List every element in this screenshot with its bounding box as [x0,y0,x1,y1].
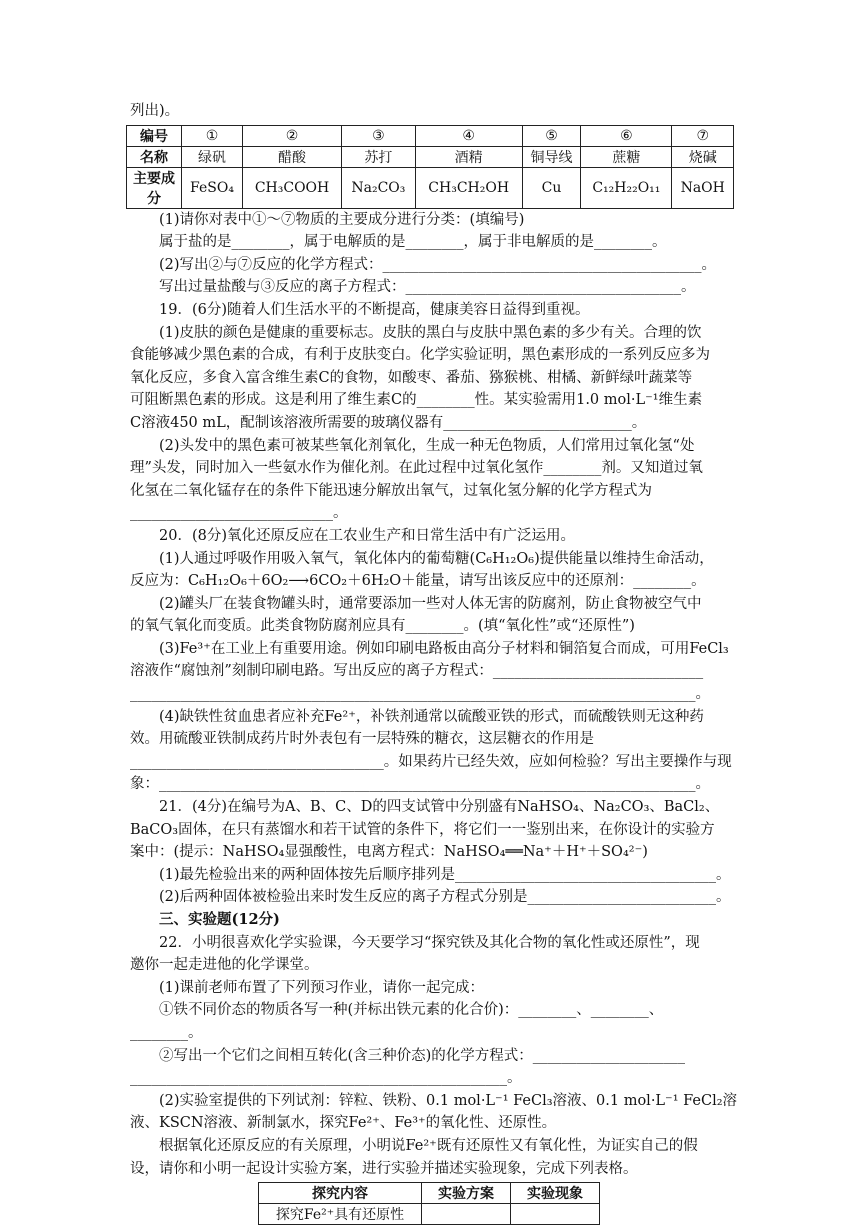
text-line: 理”头发，同时加入一些氨水作为催化剂。在此过程中过氧化氢作________剂。又知道过氧 [130,460,703,477]
text-line: ___________________________________。如果药片已经失效，应如何检验？写出主要操作与现 [130,753,732,770]
text-line: 邀你一起走进他的化学课堂。 [130,957,319,974]
row-label: 名称 [127,146,182,167]
intro-text: 列出)。 [130,103,180,119]
substance-table [126,125,734,209]
question-21-heading: 21．(4分)在编号为A、B、C、D的四支试管中分别盛有NaHSO₄、Na₂CO₃、BaCl₂、 [159,799,720,816]
table-row [127,125,734,146]
question-22-heading: 22．小明很喜欢化学实验课，今天要学习“探究铁及其化合物的氧化性或还原性”，现 [159,934,700,951]
table-cell: ⑤ [522,125,581,146]
table-cell: 绿矾 [182,146,243,167]
text-line: ②写出一个它们之间相互转化(含三种价态)的化学方程式：_____________________ [159,1047,686,1064]
text-line: (2)罐头厂在装食物罐头时，通常要添加一些对人体无害的防腐剂，防止食物被空气中 [159,595,702,612]
row-label: 编号 [127,125,182,146]
table-cell-empty[interactable] [511,1204,600,1225]
text-line: (2)实验室提供的下列试剂：锌粒、铁粉、0.1 mol·L⁻¹ FeCl₃溶液、0.1 mol·L⁻¹ FeCl₂溶 [159,1092,738,1109]
table-row [127,146,734,167]
text-line: ①铁不同价态的物质各写一种(并标出铁元素的化合价)：________、________、 [159,1002,664,1019]
text-line: C溶液450 mL，配制该溶液所需要的玻璃仪器有__________________________。 [130,414,647,431]
text-line: 象：__________________________________________________________________________。 [130,776,710,793]
table-header-row [259,1183,600,1204]
table-cell: ② [243,125,342,146]
table-cell-empty[interactable] [422,1204,511,1225]
table-cell: ⑦ [672,125,734,146]
text-line: 效。用硫酸亚铁制成药片时外表包有一层特殊的糖衣，这层糖衣的作用是 [130,731,594,748]
table-header: 探究内容 [259,1183,422,1204]
table-cell: CH₃CH₂OH [415,167,522,208]
text-line: ____________________________________________________。 [130,1070,522,1087]
text-line: BaCO₃固体，在只有蒸馏水和若干试管的条件下，将它们一一鉴别出来，在你设计的实验方 [130,821,715,838]
table-cell: Na₂CO₃ [342,167,416,208]
table-cell: Cu [522,167,581,208]
table-header: 实验方案 [422,1183,511,1204]
text-line: 溶液作“腐蚀剂”刻制印刷电路。写出反应的离子方程式：_____________________________ [130,663,704,680]
text-line: (3)Fe³⁺在工业上有重要用途。例如印刷电路板由高分子材料和铜箔复合而成，可用FeCl₃ [159,640,729,657]
table-cell: 苏打 [342,146,416,167]
table-cell: ⑥ [581,125,672,146]
text-line: ________。 [130,1024,203,1041]
table-cell: NaOH [672,167,734,208]
table-cell: 醋酸 [243,146,342,167]
table-cell: 铜导线 [522,146,581,167]
text-line: ______________________________________________________________________________。 [130,686,710,703]
text-line: (2)后两种固体被检验出来时发生反应的离子方程式分别是__________________________。 [159,889,731,906]
row-label: 主要成分 [127,167,182,208]
text-line: 氧化反应，多食入富含维生素C的食物，如酸枣、番茄、猕猴桃、柑橘、新鲜绿叶蔬菜等 [130,369,693,386]
text-line: (2)头发中的黑色素可被某些氧化剂氧化，生成一种无色物质，人们常用过氧化氢“处 [159,437,695,454]
text-line: 属于盐的是________，属于电解质的是________，属于非电解质的是________。 [159,234,667,251]
table-row [259,1204,600,1225]
text-line: (1)人通过呼吸作用吸入氧气，氧化体内的葡萄糖(C₆H₁₂O₆)提供能量以维持生命活动， [159,550,714,567]
exam-page [130,100,740,1225]
text-line: (1)皮肤的颜色是健康的重要标志。皮肤的黑白与皮肤中黑色素的多少有关。合理的饮 [159,324,702,341]
text-line: 可阻断黑色素的形成。这是利用了维生素C的________性。某实验需用1.0 mol·L⁻¹维生素 [130,392,703,409]
experiment-table [258,1182,600,1225]
table-cell: C₁₂H₂₂O₁₁ [581,167,672,208]
text-line: 液、KSCN溶液、新制氯水，探究Fe²⁺、Fe³⁺的氧化性、还原性。 [130,1115,557,1132]
table-cell: ① [182,125,243,146]
text-line: 食能够减少黑色素的合成，有利于皮肤变白。化学实验证明，黑色素形成的一系列反应多为 [130,347,710,364]
text-line: 案中：(提示：NaHSO₄显强酸性，电离方程式：NaHSO₄══Na⁺＋H⁺＋SO₄²⁻) [130,844,648,861]
table-cell: CH₃COOH [243,167,342,208]
text-line: (1)请你对表中①～⑦物质的主要成分进行分类：(填编号) [159,211,525,228]
text-line: 化氢在二氧化锰存在的条件下能迅速分解放出氧气，过氧化氢分解的化学方程式为 [130,482,652,499]
question-19-heading: 19．(6分)随着人们生活水平的不断提高，健康美容日益得到重视。 [159,301,590,318]
text-line: ____________________________。 [130,505,348,522]
text-line: 根据氧化还原反应的有关原理，小明说Fe²⁺既有还原性又有氧化性，为证实自己的假 [159,1137,698,1154]
table-cell: ④ [415,125,522,146]
text-line: (2)写出②与⑦反应的化学方程式：____________________________________________。 [159,256,717,273]
table-cell: 酒精 [415,146,522,167]
table-cell: 烧碱 [672,146,734,167]
text-line: (1)课前老师布置了下列预习作业，请你一起完成： [159,979,485,996]
text-line: (4)缺铁性贫血患者应补充Fe²⁺，补铁剂通常以硫酸亚铁的形式，而硫酸铁则无这种药 [159,708,704,725]
table-cell: FeSO₄ [182,167,243,208]
text-line: 写出过量盐酸与③反应的离子方程式：______________________________________。 [159,279,696,296]
table-cell: ③ [342,125,416,146]
text-line: 设，请你和小明一起设计实验方案，进行实验并描述实验现象，完成下列表格。 [130,1160,638,1177]
table-header: 实验现象 [511,1183,600,1204]
text-line: 的氧气氧化而变质。此类食物防腐剂应具有________。(填“氧化性”或“还原性”) [130,618,635,635]
question-20-heading: 20．(8分)氧化还原反应在工农业生产和日常生活中有广泛运用。 [159,527,575,544]
table-cell: 蔗糖 [581,146,672,167]
text-line: 反应为：C₆H₁₂O₆＋6O₂⟶6CO₂＋6H₂O＋能量，请写出该反应中的还原剂：________。 [130,573,706,590]
section-heading: 三、实验题(12分) [159,911,280,928]
table-row [127,167,734,208]
text-line: (1)最先检验出来的两种固体按先后顺序排列是____________________________________。 [159,866,731,883]
table-cell: 探究Fe²⁺具有还原性 [259,1204,422,1225]
